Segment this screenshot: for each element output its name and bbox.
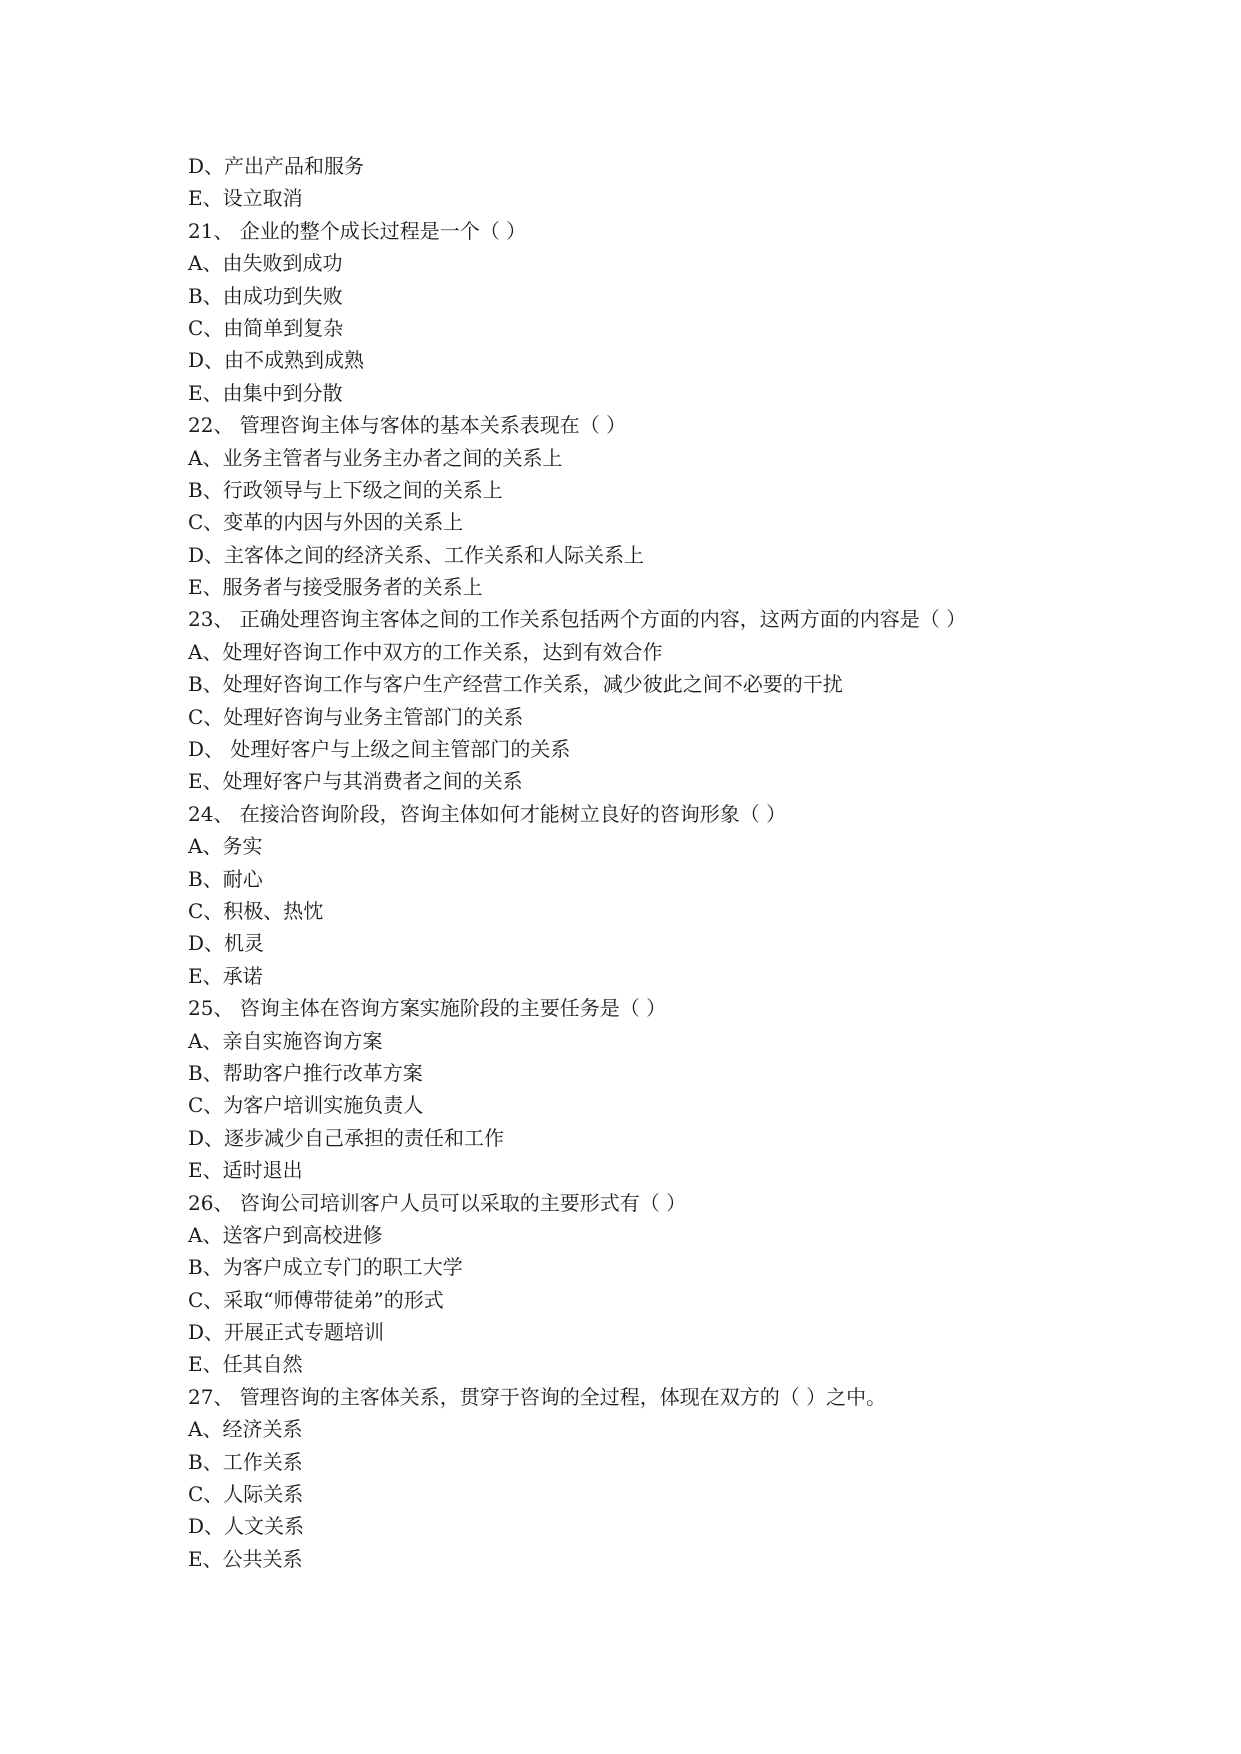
- option-text: A、亲自实施咨询方案: [188, 1028, 383, 1053]
- option-text: C、为客户培训实施负责人: [188, 1093, 424, 1118]
- option-text: B、处理好咨询工作与客户生产经营工作关系，减少彼此之间不必要的干扰: [188, 672, 843, 697]
- option-text: E、承诺: [188, 963, 263, 988]
- option-text: C、变革的内因与外因的关系上: [188, 510, 464, 535]
- option-text: D、产出产品和服务: [188, 154, 365, 178]
- option-text: E、处理好客户与其消费者之间的关系: [188, 769, 523, 794]
- option-text: D、人文关系: [188, 1514, 305, 1539]
- option-text: D、开展正式专题培训: [188, 1320, 385, 1345]
- option-text: B、工作关系: [188, 1449, 303, 1474]
- option-text: E、由集中到分散: [188, 380, 343, 405]
- question-text: 24、 在接洽咨询阶段，咨询主体如何才能树立良好的咨询形象（ ）: [188, 801, 787, 826]
- option-text: B、耐心: [188, 866, 263, 891]
- question-text: 25、 咨询主体在咨询方案实施阶段的主要任务是（ ）: [188, 996, 667, 1021]
- question-text: 26、 咨询公司培训客户人员可以采取的主要形式有（ ）: [188, 1190, 687, 1215]
- option-text: B、帮助客户推行改革方案: [188, 1060, 423, 1085]
- option-text: C、采取“师傅带徒弟”的形式: [188, 1287, 444, 1312]
- option-text: C、由简单到复杂: [188, 315, 344, 340]
- option-text: E、设立取消: [188, 186, 303, 211]
- option-text: D、 处理好客户与上级之间主管部门的关系: [188, 737, 571, 762]
- question-text: 22、 管理咨询主体与客体的基本关系表现在（ ）: [188, 413, 627, 438]
- question-list: [188, 150, 1088, 1575]
- document-page: [188, 150, 1088, 1575]
- option-text: E、服务者与接受服务者的关系上: [188, 575, 483, 600]
- option-text: D、主客体之间的经济关系、工作关系和人际关系上: [188, 542, 645, 567]
- option-text: A、业务主管者与业务主办者之间的关系上: [188, 445, 563, 470]
- question-text: 21、 企业的整个成长过程是一个（ ）: [188, 218, 527, 243]
- option-text: A、送客户到高校进修: [188, 1222, 383, 1247]
- option-text: C、积极、热忱: [188, 898, 324, 923]
- option-text: A、由失败到成功: [188, 251, 343, 276]
- option-text: A、经济关系: [188, 1417, 303, 1442]
- option-text: A、处理好咨询工作中双方的工作关系，达到有效合作: [188, 639, 663, 664]
- question-text: 23、 正确处理咨询主客体之间的工作关系包括两个方面的内容，这两方面的内容是（ ）: [188, 607, 967, 632]
- option-text: B、由成功到失败: [188, 283, 343, 308]
- option-text: C、处理好咨询与业务主管部门的关系: [188, 704, 524, 729]
- option-text: A、务实: [188, 834, 263, 859]
- option-text: B、为客户成立专门的职工大学: [188, 1255, 463, 1280]
- option-text: D、逐步减少自己承担的责任和工作: [188, 1125, 505, 1150]
- option-text: D、机灵: [188, 931, 265, 956]
- question-text: 27、 管理咨询的主客体关系，贯穿于咨询的全过程，体现在双方的（ ）之中。: [188, 1384, 887, 1409]
- option-text: E、任其自然: [188, 1352, 303, 1377]
- option-text: E、公共关系: [188, 1546, 303, 1571]
- option-text: C、人际关系: [188, 1482, 304, 1507]
- option-text: E、适时退出: [188, 1158, 303, 1183]
- option-text: D、由不成熟到成熟: [188, 348, 365, 373]
- option-text: B、行政领导与上下级之间的关系上: [188, 477, 503, 502]
